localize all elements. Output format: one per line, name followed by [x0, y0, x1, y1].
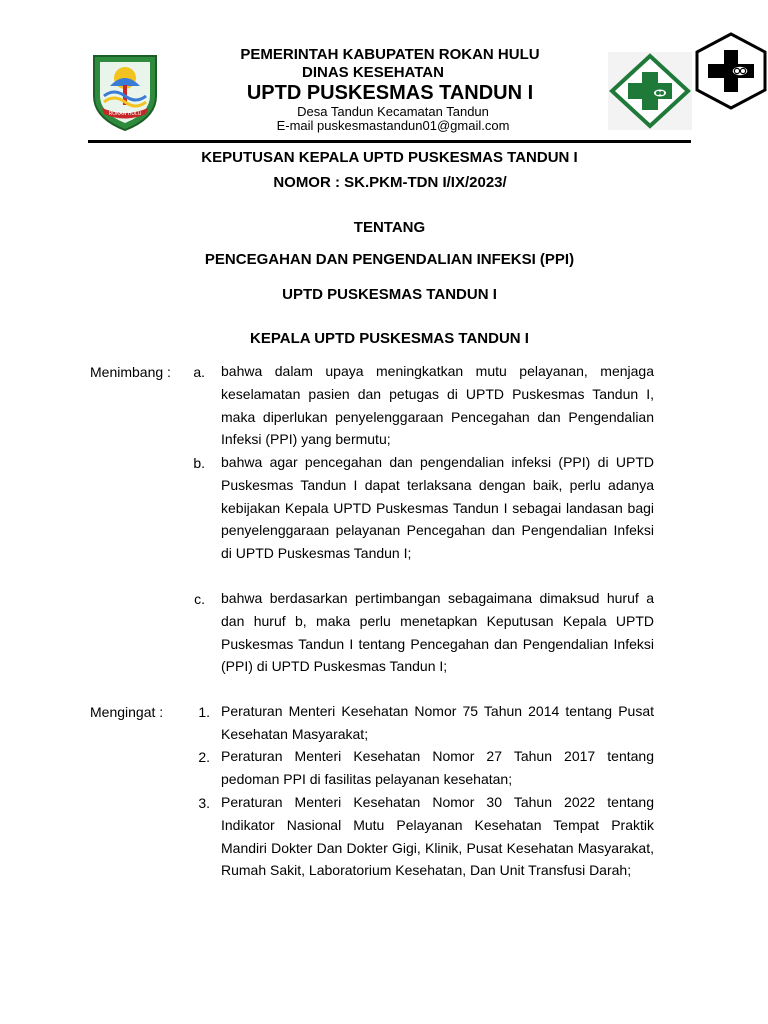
institution-name: UPTD PUSKESMAS TANDUN I — [246, 82, 534, 104]
mengingat-label: Mengingat : — [90, 704, 164, 720]
menimbang-item: bahwa berdasarkan pertimbangan sebagaimana dimaksud huruf a dan huruf b, maka perlu menetapkan Keputusan Kepala UPTD Puskesmas Tandun I tentang Pencegahan dan Pengendalian Infeksi (PPI) di UPTD Puskesmas Tandun I; — [221, 590, 654, 675]
list-marker: 2. — [198, 749, 210, 765]
rokan-hulu-emblem — [88, 52, 162, 132]
subject-heading: PENCEGAHAN DAN PENGENDALIAN INFEKSI (PPI) — [204, 251, 575, 268]
menimbang-label: Menimbang : — [90, 364, 171, 380]
list-marker: 3. — [198, 795, 210, 811]
mengingat-item: Peraturan Menteri Kesehatan Nomor 75 Tahun 2014 tentang Pusat Kesehatan Masyarakat; — [221, 703, 654, 742]
svg-text:ROKAN HULU: ROKAN HULU — [108, 111, 142, 117]
agency-name: DINAS KESEHATAN — [302, 64, 444, 81]
list-marker: c. — [194, 591, 205, 607]
mengingat-item: Peraturan Menteri Kesehatan Nomor 27 Tahun 2017 tentang pedoman PPI di fasilitas pelayanan kesehatan; — [221, 748, 654, 787]
decree-number: NOMOR : SK.PKM-TDN I/IX/2023/ — [273, 174, 507, 191]
hexagon-cross-logo — [694, 32, 768, 110]
puskesmas-logo — [608, 52, 692, 130]
menimbang-item: bahwa agar pencegahan dan pengendalian infeksi (PPI) di UPTD Puskesmas Tandun I dapat terlaksana dengan baik, perlu adanya kebijakan Kepala UPTD Puskesmas Tandun I sebagai landasan bagi penyelenggaraan pelayanan Pencegahan dan Pengendalian Infeksi di UPTD Puskesmas Tandun I; — [221, 454, 654, 562]
head-heading: KEPALA UPTD PUSKESMAS TANDUN I — [250, 330, 529, 347]
decree-title: KEPUTUSAN KEPALA UPTD PUSKESMAS TANDUN I — [201, 149, 578, 166]
org-heading: UPTD PUSKESMAS TANDUN I — [282, 286, 497, 303]
list-marker: 1. — [198, 704, 210, 720]
mengingat-item: Peraturan Menteri Kesehatan Nomor 30 Tahun 2022 tentang Indikator Nasional Mutu Pelayanan Kesehatan Tempat Praktik Mandiri Dokter Dan Dokter Gigi, Klinik, Pusat Kesehatan Masyarakat, Rumah Sakit, Laboratorium Kesehatan, Dan Unit Transfusi Darah; — [221, 794, 654, 879]
email-line: E-mail puskesmastandun01@gmail.com — [276, 118, 510, 133]
address-line: Desa Tandun Kecamatan Tandun — [297, 104, 489, 119]
letterhead-divider — [88, 140, 691, 143]
government-name: PEMERINTAH KABUPATEN ROKAN HULU — [240, 46, 540, 63]
menimbang-item: bahwa dalam upaya meningkatkan mutu pelayanan, menjaga keselamatan pasien dan petugas di UPTD Puskesmas Tandun I, maka diperlukan penyelenggaraan Pencegahan dan Pengendalian Infeksi (PPI) yang bermutu; — [221, 363, 654, 448]
list-marker: b. — [193, 455, 205, 471]
puskesmas-cross-icon — [608, 52, 692, 130]
list-marker: a. — [193, 364, 205, 380]
about-heading: TENTANG — [353, 219, 426, 236]
